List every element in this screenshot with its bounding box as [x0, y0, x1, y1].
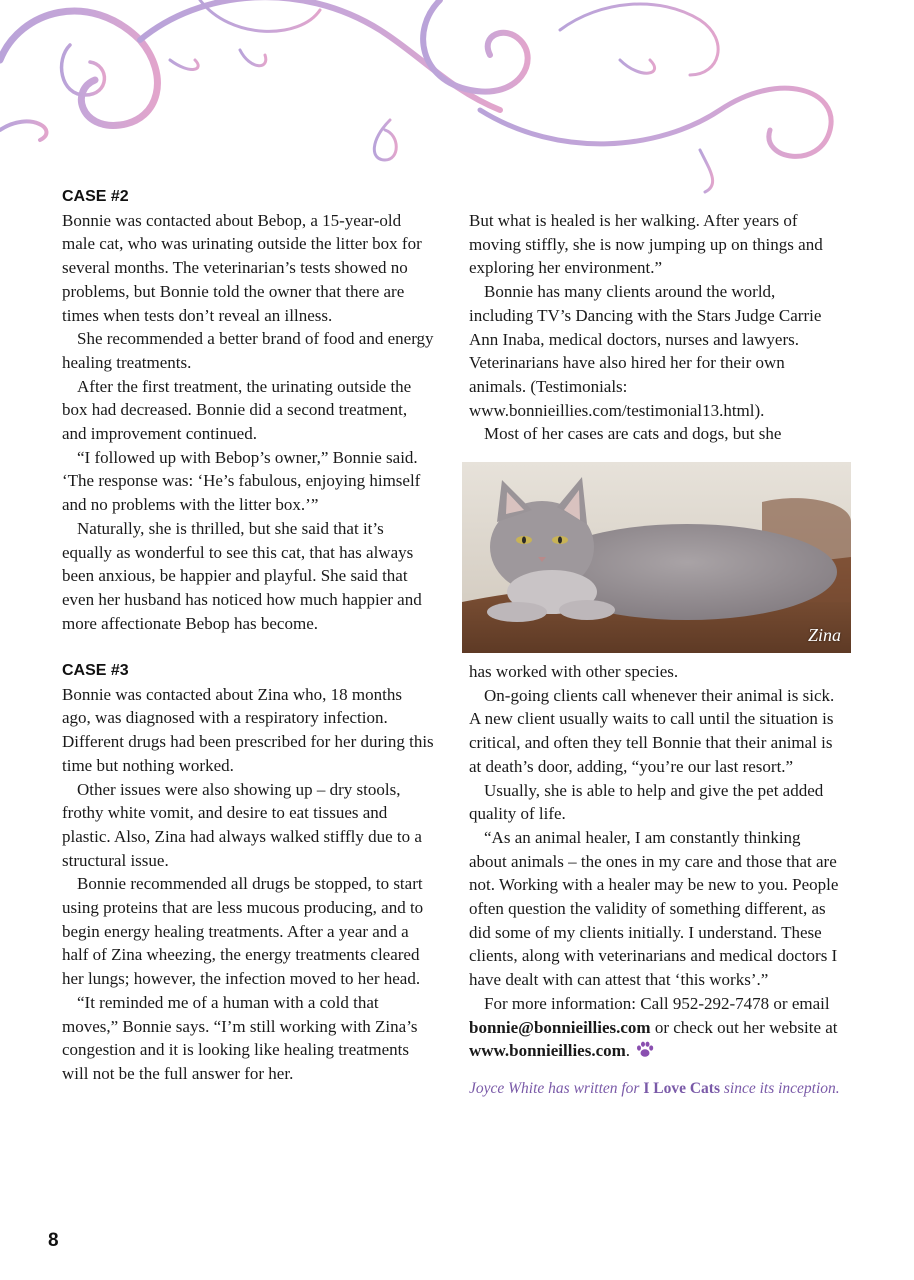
magazine-name: I Love Cats: [643, 1079, 720, 1097]
case2-paragraph-1: Bonnie was contacted about Bebop, a 15-year-old male cat, who was urinating outside the litter box for several months. The veterinarian’s tests showed no problems, but Bonnie told the owner that there are times when tests don’t reveal an illness.: [62, 210, 422, 325]
email-link[interactable]: bonnie@bonnieillies.com: [469, 1017, 651, 1037]
contact-paragraph: [469, 992, 841, 1063]
right-paragraph-4: has worked with other species.: [469, 662, 679, 681]
case2-heading: CASE #2: [62, 188, 129, 205]
byline-text-a: Joyce White has written for: [469, 1079, 644, 1097]
case3-paragraph-2: Other issues were also showing up – dry stools, frothy white vomit, and desire to eat tissues and plastic. Also, Zina had always walked stiffly due to a structural issue.: [62, 779, 422, 870]
photo-caption: Zina: [807, 625, 841, 645]
contact-text-c: .: [625, 1041, 631, 1061]
case3-heading: CASE #3: [62, 662, 129, 680]
page-number: 8: [48, 1230, 59, 1251]
right-paragraph-5: On-going clients call whenever their animal is sick. A new client usually waits to call until the situation is critical, and often they tell Bonnie that their animal is at death’s door, adding, “you’re our last resort.”: [469, 685, 835, 776]
case2-paragraph-5: Naturally, she is thrilled, but she said that it’s equally as wonderful to see this cat, that has always been anxious, be happier and playful. She said that even her husband has noticed how much happier and more affectionate Bebop has become.: [62, 518, 422, 633]
right-paragraph-2: Bonnie has many clients around the world, including TV’s Dancing with the Stars Judge Carrie Ann Inaba, medical doctors, nurses and lawyers. Veterinarians have also hired her for their own animals. (Testimonials: www.bonnieillies.com/testimonial13.html).: [469, 282, 822, 420]
case3-paragraph-3: Bonnie recommended all drugs be stopped, to start using proteins that are less mucous producing, and to begin energy healing treatments. After a year and a half of Zina wheezing, the energy treatments cleared her lungs; however, the infection moved to her head.: [62, 874, 424, 989]
contact-text-b: or check out her website at: [650, 1017, 838, 1037]
case2-paragraph-4: “I followed up with Bebop’s owner,” Bonnie said. ‘The response was: ‘He’s fabulous, enjoying himself and no problems with the litter box.’”: [62, 447, 421, 515]
left-column: [62, 185, 434, 1086]
right-paragraph-7: “As an animal healer, I am constantly thinking about animals – the ones in my care and those that are not. Working with a healer may be new to you. People often question the validity of something different, as did some of my clients initially. I understand. These clients, along with veterinarians and medical doctors I have dealt with can attest that ‘this works’.”: [469, 827, 839, 990]
right-paragraph-3: Most of her cases are cats and dogs, but she: [484, 424, 782, 444]
case2-paragraph-3: After the first treatment, the urinating outside the box had decreased. Bonnie did a second treatment, and improvement continued.: [62, 376, 412, 444]
website-link[interactable]: www.bonnieillies.com: [469, 1041, 626, 1061]
case3-paragraph-4: “It reminded me of a human with a cold that moves,” Bonnie says. “I’m still working with Zina’s congestion and it is looking like healing treatments will not be the full answer for her.: [62, 992, 418, 1083]
byline-text-b: since its inception.: [719, 1079, 840, 1097]
decorative-swirl-header: [0, 0, 914, 200]
cat-photo-zina: [462, 462, 851, 653]
paw-print-icon: [636, 1041, 654, 1058]
case2-paragraph-2: She recommended a better brand of food and energy healing treatments.: [62, 329, 434, 372]
right-paragraph-1: But what is healed is her walking. After years of moving stiffly, she is now jumping up on things and exploring her environment.”: [469, 211, 823, 278]
right-column-top: [469, 209, 841, 446]
author-byline: [469, 1077, 841, 1100]
right-paragraph-6: Usually, she is able to help and give the pet added quality of life.: [469, 780, 824, 824]
cat-photo-image: [462, 462, 851, 653]
right-column-bottom: [469, 660, 841, 1100]
contact-text-a: For more information: Call 952-292-7478 or email: [484, 993, 830, 1013]
case3-paragraph-1: Bonnie was contacted about Zina who, 18 months ago, was diagnosed with a respiratory infection. Different drugs had been prescribed for her during this time but nothing worked.: [62, 684, 434, 775]
